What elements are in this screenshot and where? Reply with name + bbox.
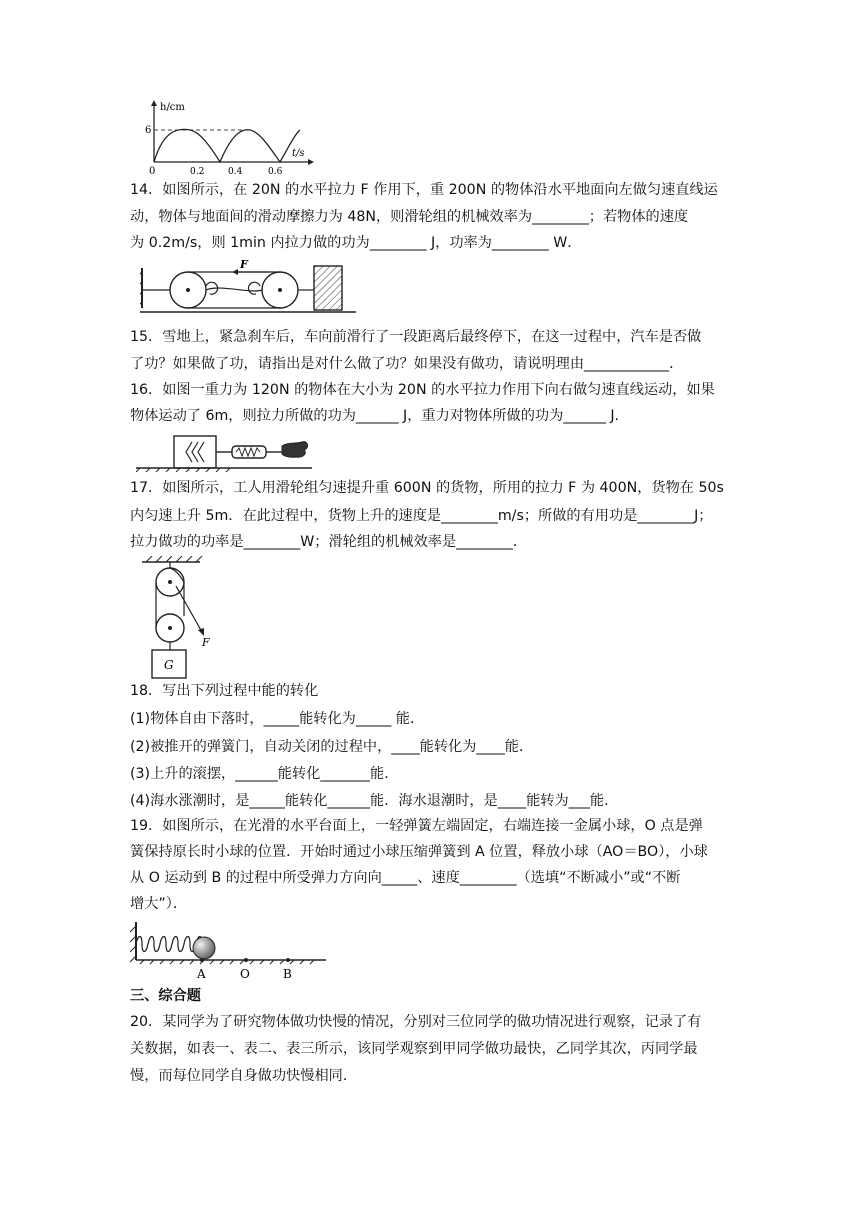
origin-label: 0 xyxy=(149,166,156,177)
q17-line: 内匀速上升 5m．在此过程中，货物上升的速度是________m/s；所做的有用功是________J； xyxy=(130,508,713,524)
q19-line: 从 O 运动到 B 的过程中所受弹力方向向_____、速度________（选填“不断减小”或“不断 xyxy=(130,870,681,886)
force-label: F xyxy=(240,258,248,271)
point-label: B xyxy=(283,967,292,981)
x-axis-label: t/s xyxy=(292,148,305,159)
q15-line: 15．雪地上，紧急刹车后，车向前滑行了一段距离后最终停下，在这一过程中，汽车是否做 xyxy=(130,329,702,345)
point-label: O xyxy=(240,967,250,981)
q20-line: 慢，而每位同学自身做功快慢相同． xyxy=(130,1068,358,1084)
q18-item: (3)上升的滚摆，______能转化_______能． xyxy=(130,766,399,782)
q14-line: 为 0.2m/s，则 1min 内拉力做的功为________ J，功率为________ W． xyxy=(130,235,582,251)
q16-line: 16．如图一重力为 120N 的物体在大小为 20N 的水平拉力作用下向右做匀速直线运动，如果 xyxy=(130,382,715,398)
q14-line: 14．如图所示，在 20N 的水平拉力 F 作用下，重 200N 的物体沿水平地面向左做匀速直线运 xyxy=(130,182,718,198)
spring-ball-figure xyxy=(130,918,330,984)
q19-line: 簧保持原长时小球的位置．开始时通过小球压缩弹簧到 A 位置，释放小球（AO＝BO），小球 xyxy=(130,844,708,860)
q19-line: 19．如图所示，在光滑的水平台面上，一轻弹簧左端固定，右端连接一金属小球，O 点是弹 xyxy=(130,818,703,834)
q15-line: 了功？如果做了功，请指出是对什么做了功？如果没有做功，请说明理由____________． xyxy=(130,356,684,372)
q18-item: (1)物体自由下落时，_____能转化为_____ 能． xyxy=(130,711,425,727)
wave-graph-figure xyxy=(140,98,315,178)
horizontal-pulley-figure xyxy=(140,258,360,314)
q20-line: 关数据，如表一、表二、表三所示，该同学观察到甲同学做功最快，乙同学其次，丙同学最 xyxy=(130,1041,698,1057)
q20-line: 20．某同学为了研究物体做功快慢的情况，分别对三位同学的做功情况进行观察，记录了有 xyxy=(130,1014,702,1030)
q17-line: 拉力做功的功率是________W；滑轮组的机械效率是________． xyxy=(130,534,528,550)
q18-item: (4)海水涨潮时，是_____能转化______能．海水退潮时，是____能转为___能． xyxy=(130,793,619,809)
block-spring-scale-figure xyxy=(136,430,316,472)
section-heading: 三、综合题 xyxy=(130,988,201,1004)
vertical-pulley-figure xyxy=(140,556,230,680)
q17-line: 17．如图所示，工人用滑轮组匀速提升重 600N 的货物，所用的拉力 F 为 400N，货物在 50s xyxy=(130,480,724,496)
x-tick-label: 0.6 xyxy=(268,167,283,177)
y-tick-label: 6 xyxy=(145,125,152,136)
q14-line: 动，物体与地面间的滑动摩擦力为 48N，则滑轮组的机械效率为________；若物体的速度 xyxy=(130,209,689,225)
x-tick-label: 0.2 xyxy=(190,167,205,177)
weight-label: G xyxy=(164,658,174,672)
point-label: A xyxy=(197,967,206,981)
q19-line: 增大”）． xyxy=(130,896,188,912)
q18-item: (2)被推开的弹簧门，自动关闭的过程中，____能转化为____能． xyxy=(130,739,534,755)
force-label: F xyxy=(202,636,210,649)
q16-line: 物体运动了 6m，则拉力所做的功为______ J，重力对物体所做的功为______ J. xyxy=(130,408,620,424)
y-axis-label: h/cm xyxy=(160,102,185,113)
x-tick-label: 0.4 xyxy=(228,167,243,177)
q18-title: 18．写出下列过程中能的转化 xyxy=(130,683,319,699)
